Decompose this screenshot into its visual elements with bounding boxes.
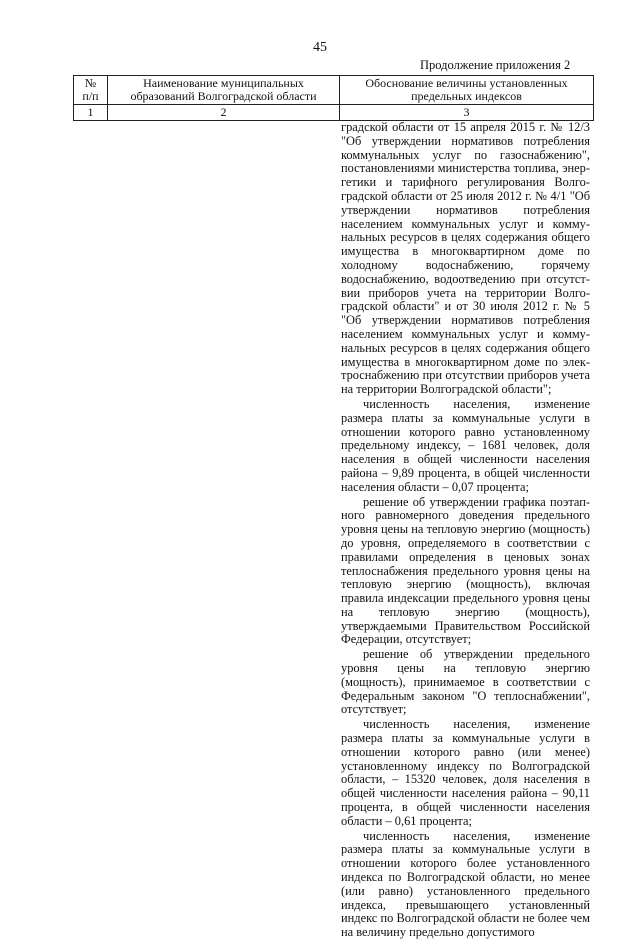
col-header-number-line1: № [84,76,97,90]
paragraph-2: численность населения, изменение размера платы за коммунальные услуги в отношении которого равно установленному предельному индексу, – 1681 человек, доля населения в общей численности населения района – 9,89 процента, в общей численности населения области – 0,07 процента; [341,396,590,494]
justification-text [341,121,590,940]
col-header-justification-line2: предельных индексов [411,89,522,103]
col-header-municipality [108,76,340,105]
col-header-justification [340,76,594,105]
col-header-municipality-line2: образований Волгоградской области [130,89,317,103]
appendix-table-header [73,75,594,121]
paragraph-1: градской области от 15 апреля 2015 г. № 12/3 "Об утверждении нормативов потребления коммунальных услуг по газоснабжению", постановлениями министерства топлива, энергетики и тарифного регулирования Волгоградской области от 25 июля 2012 г. № 4/1 "Об утверждении нормативов потребления населением коммунальных услуг и коммунальных ресурсов в целях содержания общего имущества в многоквартирном доме по холодному водоснабжению, горячему водоснабжению, водоотведению при отсутствии приборов учета на территории Волгоградской области" и от 30 июля 2012 г. № 5 "Об утверждении нормативов потребления населением коммунальных услуг и коммунальных ресурсов в целях содержания общего имущества в многоквартирном доме по электроснабжению при отсутствии приборов учета на территории Волгоградской области"; [341,120,590,397]
table-header-row [74,76,594,105]
col-header-municipality-line1: Наименование муниципальных [143,76,304,90]
paragraph-6: численность населения, изменение размера платы за коммунальные услуги в отношении которого более установленного индекса по Волгоградской области, но менее (или равно) установленного предельного индекса, превышающего установленный индекс по Волгоградской области не более чем на величину предельно допустимого [341,828,590,940]
paragraph-4: решение об утверждении предельного уровня цены на тепловую энергию (мощность), принимаемое в соответствии с Федеральным законом "О теплоснабжении", отсутствует; [341,647,590,717]
table-column-number-row [74,105,594,121]
appendix-continuation-note: Продолжение приложения 2 [420,58,571,72]
paragraph-3: решение об утверждении графика поэтапного равномерного доведения предельного уровня цены на тепловую энергию (мощность) до уровня, определяемого в соответствии с правилами определения в ценовых зонах теплоснабжения предельного уровня цены на тепловую энергию (мощность), включая правила индексации предельного уровня цены на тепловую энергию (мощность), утверждаемыми Правительством Российской Федерации, отсутствует; [341,494,590,647]
col-header-number [74,76,108,105]
col-num-1: 1 [74,105,108,121]
page-number: 45 [313,40,327,55]
col-num-3: 3 [340,105,594,121]
col-header-number-line2: п/п [82,89,99,103]
col-header-justification-line1: Обоснование величины установленных [365,76,568,90]
paragraph-5: численность населения, изменение размера платы за коммунальные услуги в отношении которого равно (или менее) установленному индексу по Волгоградской области, – 15320 человек, доля населения в общей численности населения района – 90,11 процента, в общей численности населения области – 0,61 процента; [341,717,590,828]
col-num-2: 2 [108,105,340,121]
